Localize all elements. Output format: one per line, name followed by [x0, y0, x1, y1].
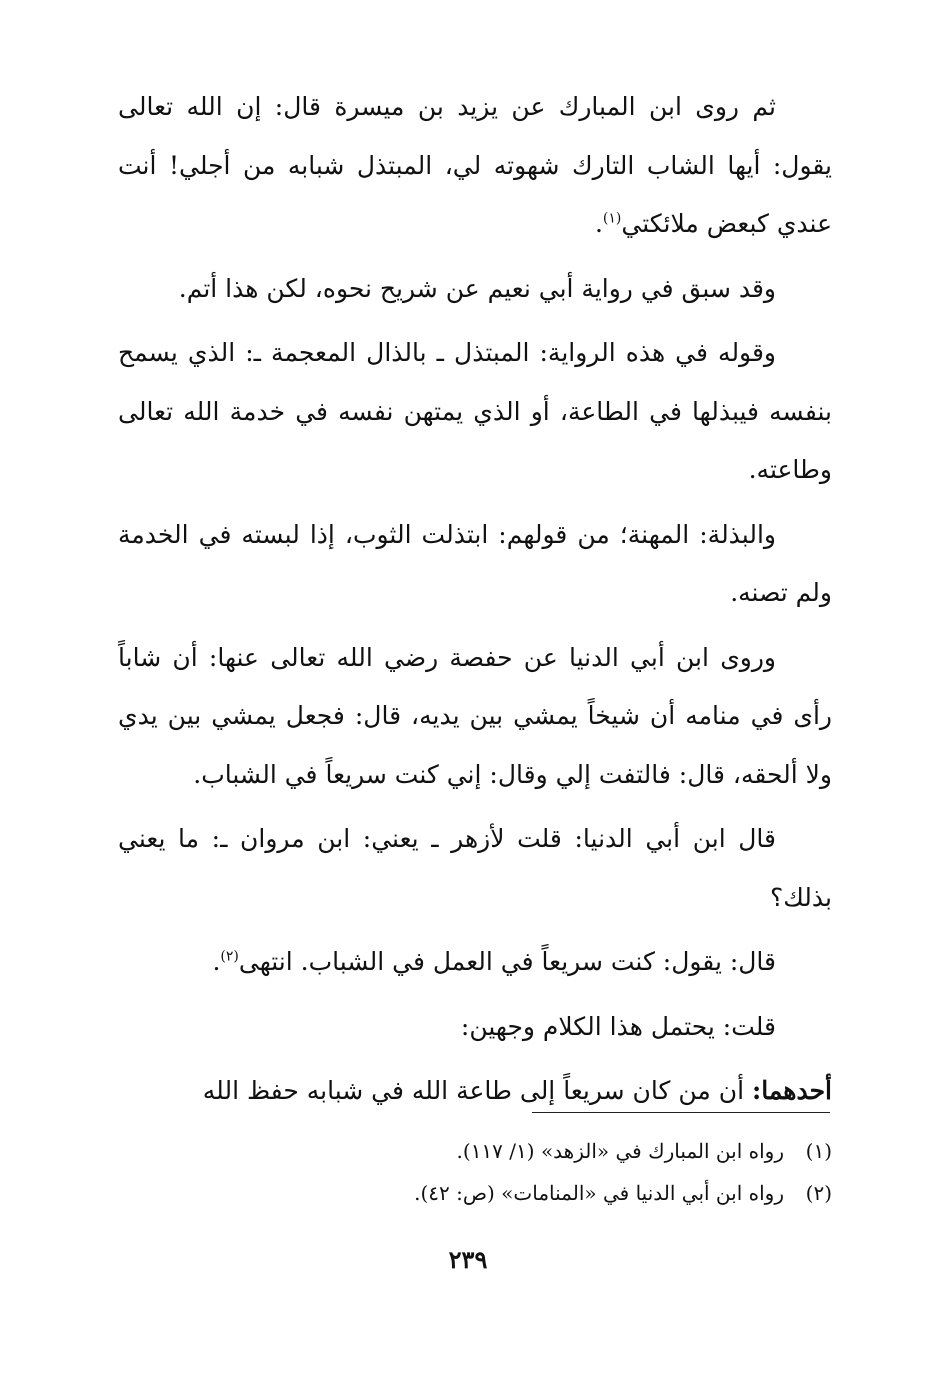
main-text [118, 78, 832, 1127]
paragraph-lead: أحدهما: [751, 1076, 832, 1105]
paragraph-9: أحدهما: أن من كان سريعاً إلى طاعة الله في شبابه حفظ الله [202, 1076, 832, 1105]
paragraph-2: وقد سبق في رواية أبي نعيم عن شريح نحوه، لكن هذا أتم. [178, 273, 776, 303]
paragraph-5: وروى ابن أبي الدنيا عن حفصة رضي الله تعالى عنها: أن شاباً رأى في منامه أن شيخاً يمشي بين يديه، قال: فجعل يمشي بين يدي ولا ألحقه، قال: فالتفت إلي وقال: إني كنت سريعاً في الشباب. [118, 642, 832, 789]
footnote-divider [532, 1112, 830, 1113]
footnote-ref-1[interactable]: (١) [602, 210, 622, 227]
paragraph-6: قال ابن أبي الدنيا: قلت لأزهر ـ يعني: ابن مروان ـ: ما يعني بذلك؟ [118, 824, 832, 912]
footnote-1 [118, 1130, 832, 1172]
paragraph-4: والبذلة: المهنة؛ من قولهم: ابتذلت الثوب، إذا لبسته في الخدمة ولم تصنه. [118, 519, 832, 607]
footnote-2 [118, 1172, 832, 1214]
paragraph-7: قال: يقول: كنت سريعاً في العمل في الشباب. انتهى$^{(٢)}$. [212, 947, 776, 976]
paragraph-8: قلت: يحتمل هذا الكلام وجهين: [460, 1011, 776, 1041]
paragraph-3: وقوله في هذه الرواية: المبتذل ـ بالذال المعجمة ـ: الذي يسمح بنفسه فيبذلها في الطاعة، أو الذي يمتهن نفسه في خدمة الله تعالى وطاعته. [118, 338, 832, 484]
page-number: ٢٣٩ [448, 1245, 488, 1274]
footnotes [118, 1130, 832, 1214]
footnote-number: (١) [805, 1139, 832, 1163]
footnote-text: رواه ابن المبارك في «الزهد» (١/ ١١٧). [456, 1139, 784, 1163]
footnote-number: (٢) [805, 1181, 832, 1205]
footnote-text: رواه ابن أبي الدنيا في «المنامات» (ص: ٤٢). [414, 1181, 784, 1205]
paragraph-1: ثم روى ابن المبارك عن يزيد بن ميسرة قال: إن الله تعالى يقول: أيها الشاب التارك شهوته لي، المبتذل شبابه من أجلي! أنت عندي كبعض ملائكتي$^{(١)}$. [118, 92, 832, 238]
footnote-ref-2[interactable]: (٢) [220, 948, 239, 965]
